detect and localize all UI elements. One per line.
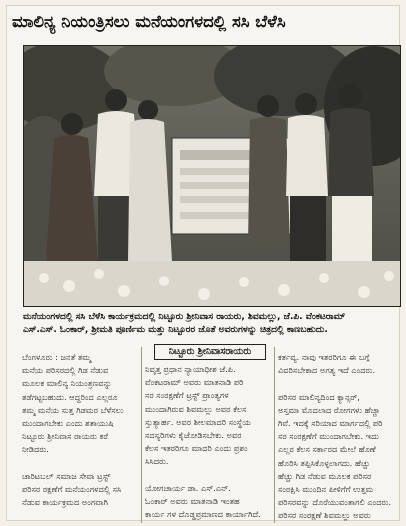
text-line: ಮುಂದಾಗಿರುವ ಶಿವಮಲ್ಲು ಅವರ ಕೆಲಸ — [145, 403, 247, 414]
text-line: ಅಸ್ತಮಾ ಮೊದಲಾದ ರೋಗಗಳು ಹೆಚ್ಚಾ — [278, 404, 380, 415]
text-line: ಎಲ್ಲರ ಕೆಲಸ ಸರ್ಕಾರದ ಮೇಲೆ ಹೊಣೆ — [278, 444, 376, 455]
text-line: ಬೆಂಗಳೂರು : ಜನತೆ ತಮ್ಮ — [22, 352, 92, 362]
text-line: ಕರ್ತವ್ಯ. ನಾವು ಇತರರಿಗೂ ಈ ಬಗ್ಗೆ — [278, 352, 370, 362]
text-line: ಪರಿಸರವನ್ನು ದೊರೆಯುವಂತಾಗಲಿ ಎಂದರು. — [278, 497, 392, 508]
text-line: ಮೂಲಕ ಮಾಲಿನ್ಯ ನಿಯಂತ್ರಣವನ್ನು — [22, 378, 112, 389]
text-line: ನಿವೃತ್ತ ಪ್ರಧಾನ ನ್ಯಾಯಾಧೀಶ ಜೆ.ಪಿ. — [145, 364, 236, 374]
article-column-middle — [145, 363, 271, 521]
text-line: ಚಾರಿಟಬಲ್ ಸಮಾಜ ಸೇವಾ ಟ್ರಸ್ಟ್ — [22, 470, 111, 481]
text-line: ವಿವರಿಸಬೇಕಾದ ಅಗತ್ಯ ಇದೆ ಎಂದರು. — [278, 365, 376, 376]
text-line: ಸ್ತುತ್ಯಾರ್ಹ. ಅವರ ಶೀಲಮಾದರಿ ಸಂಸ್ಥೆಯ — [145, 416, 251, 427]
text-line: ಸರ ಸಂರಕ್ಷಣೆಗೆ ಟ್ರಸ್ಟ್ ಪ್ರಾಂತ್ಯಗಳ — [145, 390, 229, 401]
text-line: ಮನೆಯ ಪರಿಸರದಲ್ಲಿ ಗಿಡ ನೆಡುವ — [22, 365, 109, 376]
text-line: ಪರಿಸರ ಸಂರಕ್ಷಣೆ ಶಿವಮಲ್ಲು ಅವರು — [278, 510, 371, 521]
text-line: ಸರ ಸಂರಕ್ಷಣೆಗೆ ಮುಂದಾಗಬೇಕು. ಇದು — [278, 431, 379, 442]
text-line: ಪರಿಸರ ಮಾಲಿನ್ಯದಿಂದ ಕ್ಯಾನ್ಸರ್, — [278, 391, 360, 402]
text-line: ಸಿಸಿದರು. — [145, 456, 169, 467]
text-line — [22, 457, 138, 470]
text-line — [145, 469, 271, 482]
column-divider — [274, 347, 275, 523]
headline: ಮಾಲಿನ್ಯ ನಿಯಂತ್ರಿಸಲು ಮನೆಯಂಗಳದಲ್ಲಿ ಸಸಿ ಬೆಳೆಸಿ — [12, 12, 286, 31]
text-line: ನಿಟ್ಟೂರು ಶ್ರೀನಿವಾಸ ರಾಯರು ಕರೆ — [22, 431, 108, 442]
photo-illustration — [24, 46, 400, 306]
text-line: ತಡೆಗಟ್ಟಬಹುದು. ಆದ್ದರಿಂದ ಎಲ್ಲರೂ — [22, 391, 118, 402]
text-line: ಗಿವೆ. ಇದಕ್ಕೆ ಸರಿಯಾದ ಮಾರ್ಗದಲ್ಲಿ ಪರಿ — [278, 418, 383, 429]
news-photo — [23, 45, 401, 307]
text-line: ಮುಂದಾಗಬೇಕು ಎಂದು ಶತಾಯುಷಿ — [22, 418, 114, 429]
text-line: ಪರಿಸರ ರಕ್ಷಣೆಗೆ ಮನೆಯಂಗಳದಲ್ಲಿ ಸಸಿ — [22, 484, 122, 495]
text-line: ಹೊರಿಸಿ ತಪ್ಪಿಸಿಕೊಳ್ಳಲಾಗದು. ಹೆಚ್ಚು — [278, 457, 370, 468]
text-line: ನೆಡುವ ಕಾರ್ಯಕ್ರಮದ ಅಂಗವಾಗಿ — [22, 497, 108, 508]
text-line: ಓಂಕಾರ್ ಅವರು ಮಾತನಾಡಿ ಇಂತಹ — [145, 496, 240, 507]
column-divider — [141, 347, 142, 523]
caption-line: ಎಸ್.ಎಸ್. ಓಂಕಾರ್, ಶ್ರೀಮತಿ ಪೂರ್ಣಿಮ ಮತ್ತು ನಿಟ್ಟೂರರ ಜೊತೆ ಅವರುಗಳನ್ನು ಚಿತ್ರದಲ್ಲಿ ಕಾಣಬಹುದು. — [23, 325, 328, 336]
newspaper-clipping — [6, 5, 400, 521]
text-line: ಹೆಚ್ಚು ಗಿಡ ನೆಡುವ ಮೂಲಕ ಪರಿಸರ — [278, 470, 372, 481]
text-line: ಕಾರ್ಯ ಗಳ ದೊಡ್ಡಪ್ರಮಾಣದ ಕಾರ್ಯಾಗಿದೆ. — [145, 509, 261, 520]
article-column-left — [22, 351, 138, 509]
caption-line: ಮನೆಯಂಗಳದಲ್ಲಿ ಸಸಿ ಬೆಳೆಸಿ ಕಾರ್ಯಕ್ರಮದಲ್ಲಿ ನಿಟ್ಟೂರು ಶ್ರೀನಿವಾಸ ರಾಯರು, ಶಿವಮಲ್ಲು, ಜೆ.ಪಿ. ವೆಂಕಟರಾಮ್ — [23, 312, 346, 322]
text-line: ವೆಂಕಟರಾಮ್ ಅವರು ಮಾತನಾಡಿ ಪರಿ — [145, 377, 244, 388]
text-line — [278, 377, 404, 390]
text-line: ಕೆಲಸ ಇತರರಿಗೂ ಮಾದರಿ ಎಂದು ಪ್ರಶಂ — [145, 443, 248, 454]
text-line: ಸಂರಕ್ಷಿಸಿ ಮುಂದಿನ ಪೀಳಿಗೆಗೆ ಉತ್ತಮ — [278, 484, 374, 495]
article-column-right — [278, 351, 404, 523]
text-line: ನೀಡಿದರು. — [22, 444, 49, 455]
text-line: ತಮ್ಮ ಮನೆಯ ಸುತ್ತ ಗಿಡಮರ ಬೆಳೆಸಲು — [22, 404, 124, 415]
photo-caption — [23, 311, 403, 338]
article-subhead: ನಿಟ್ಟೂರು ಶ್ರೀನಿವಾಸರಾಯರು — [154, 344, 266, 360]
text-line: ಸದಸ್ಯರಿಗಳು ಕೈಜೋಡಿಸಬೇಕು. ಅವರ — [145, 430, 242, 441]
text-line: ಯೋಗಚಾರ್ಯ ಡಾ. ಎಸ್.ಎನ್. — [145, 482, 231, 493]
